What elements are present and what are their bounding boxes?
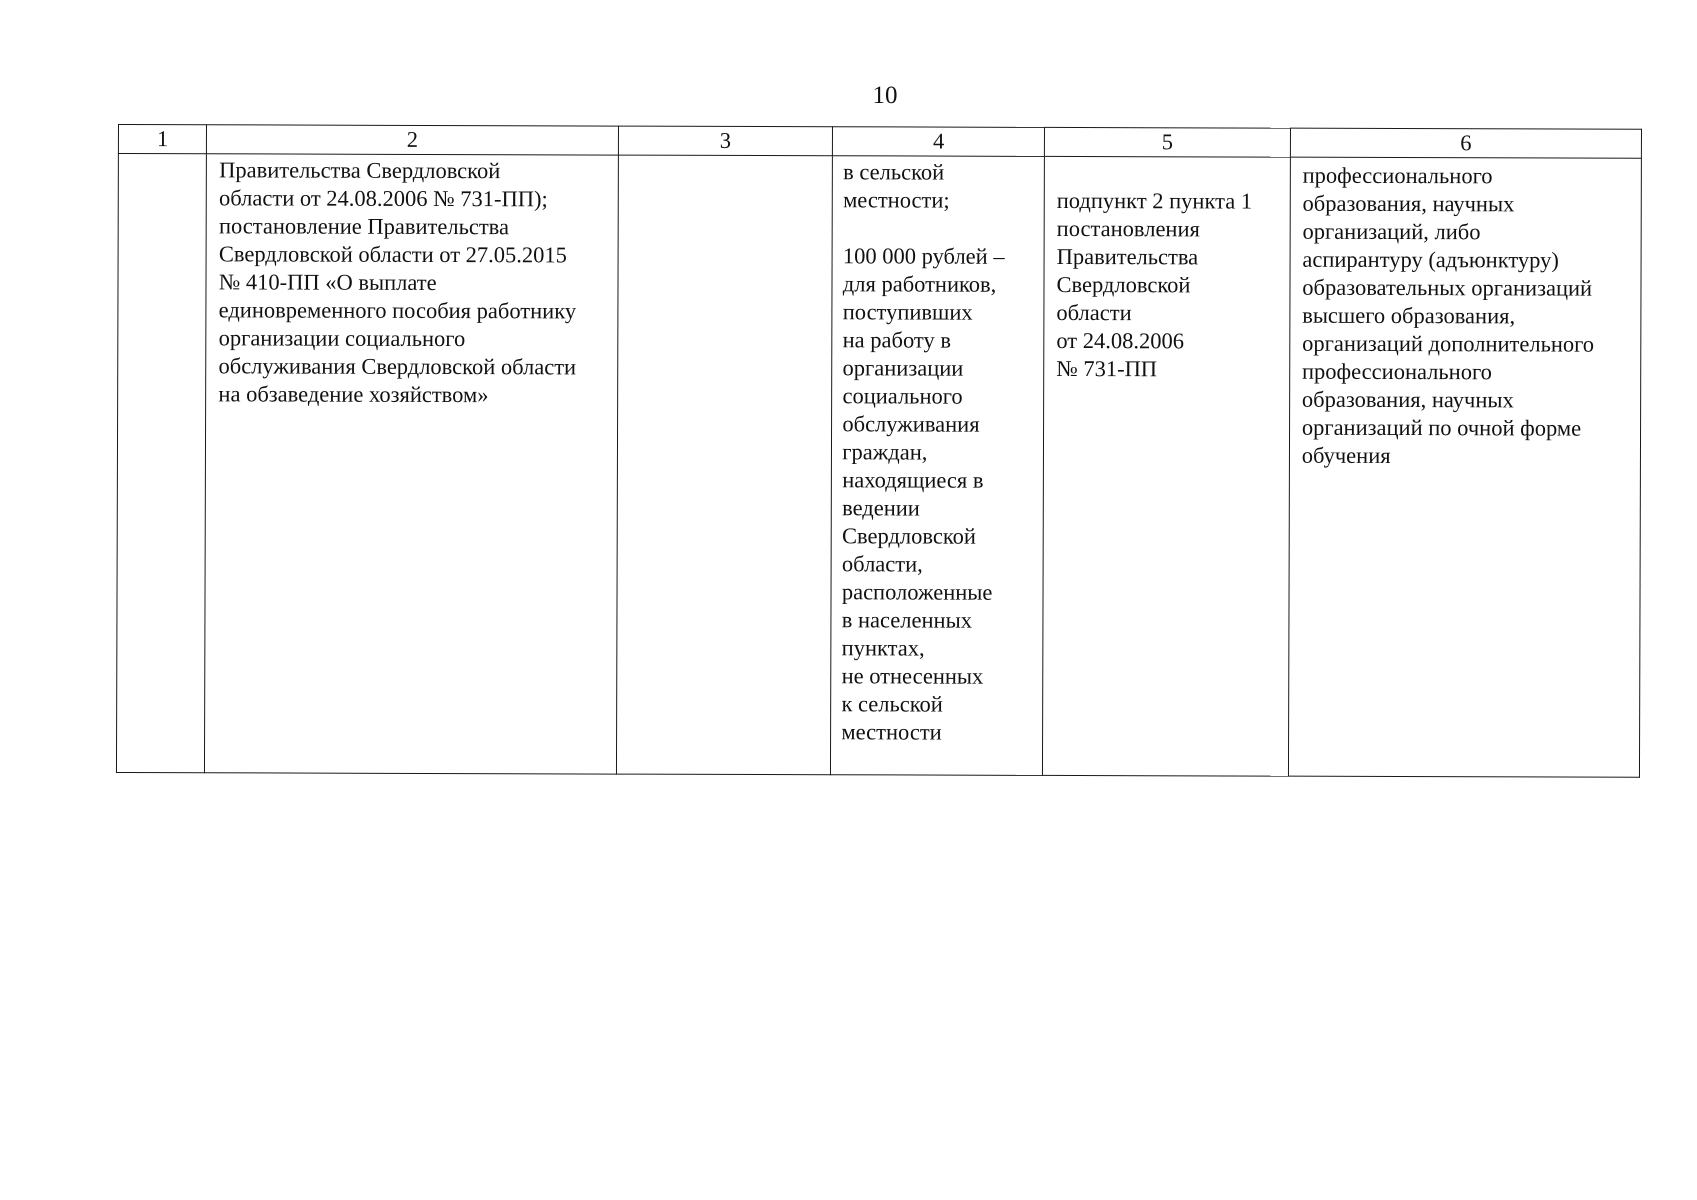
table-row [116, 154, 1641, 778]
column-number-6: 6 [1290, 128, 1641, 158]
page-number: 10 [872, 82, 898, 109]
cell-payment-amount: в сельской местности; 100 000 рублей – для работников, поступивших на работу в организации социального обслуживания граждан, находящиеся в ведении Свердловской области, расположенные в населенных пунктах, не отнесенных к сельской местности [831, 156, 1045, 776]
cell-col-1 [116, 154, 206, 773]
column-number-5: 5 [1044, 127, 1290, 157]
table-header-row [118, 125, 1641, 159]
cell-legal-basis: Правительства Свердловской области от 24.08.2006 № 731-ПП); постановление Правительства Свердловской области от 27.05.2015 № 410-ПП «О выплате единовременного пособия работнику организации социального обслуживания Свердловской области на обзаведение хозяйством» [205, 154, 618, 774]
column-number-2: 2 [207, 125, 618, 155]
cell-col-3 [616, 155, 833, 775]
document-table [116, 124, 1642, 778]
column-number-3: 3 [618, 126, 833, 156]
cell-conditions: профессионального образования, научных организаций, либо аспирантуру (адъюнктуру) образовательных организаций высшего образования, организаций дополнительного профессионального образования, научных организаций по очной форме обучения [1288, 157, 1641, 777]
column-number-1: 1 [118, 125, 206, 154]
column-number-4: 4 [833, 127, 1045, 157]
cell-regulation-reference: подпункт 2 пункта 1 постановления Правительства Свердловской области от 24.08.2006 № 731-ПП [1042, 156, 1290, 776]
